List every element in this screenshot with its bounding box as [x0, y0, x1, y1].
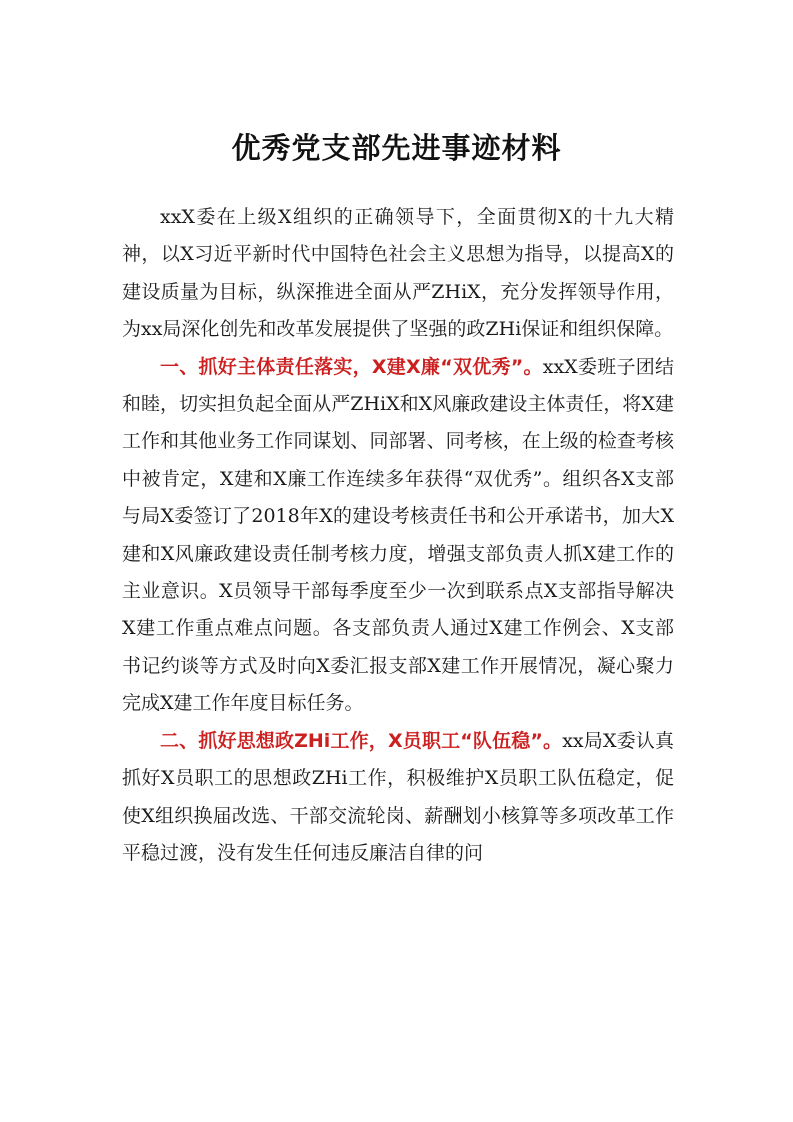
section-heading: 一、抓好主体责任落实，X建X廉“双优秀”。 [160, 355, 543, 378]
paragraph-intro [122, 199, 674, 349]
paragraph-text: xxX委班子团结和睦，切实担负起全面从严ZHiX和X风廉政建设主体责任，将X建工作和其他业务工作同谋划、同部署、同考核，在上级的检查考核中被肯定，X建和X廉工作连续多年获得“双优秀”。组织各X支部与局X委签订了2018年X的建设考核责任书和公开承诺书，加大X建和X风廉政建设责任制考核力度，增强支部负责人抓X建工作的主业意识。X员领导干部每季度至少一次到联系点X支部指导解决X建工作重点难点问题。各支部负责人通过X建工作例会、X支部书记约谈等方式及时向X委汇报支部X建工作开展情况，凝心聚力完成X建工作年度目标任务。 [122, 355, 674, 715]
paragraph-text: xx局X委认真抓好X员职工的思想政ZHi工作，积极维护X员职工队伍稳定，促使X组织换届改选、干部交流轮岗、薪酬划小核算等多项改革工作平稳过渡，没有发生任何违反廉洁自律的问 [122, 729, 674, 864]
document-body [122, 199, 674, 872]
section-heading: 二、抓好思想政ZHi工作，X员职工“队伍稳”。 [160, 729, 563, 752]
document-title: 优秀党支部先进事迹材料 [231, 131, 562, 165]
paragraph-text: xxX委在上级X组织的正确领导下，全面贯彻X的十九大精神，以X习近平新时代中国特色社会主义思想为指导，以提高X的建设质量为目标，纵深推进全面从严ZHiX，充分发挥领导作用，为xx局深化创先和改革发展提供了坚强的政ZHi保证和组织保障。 [122, 206, 674, 341]
paragraph-section-1 [122, 349, 674, 723]
paragraph-section-2 [122, 723, 674, 873]
